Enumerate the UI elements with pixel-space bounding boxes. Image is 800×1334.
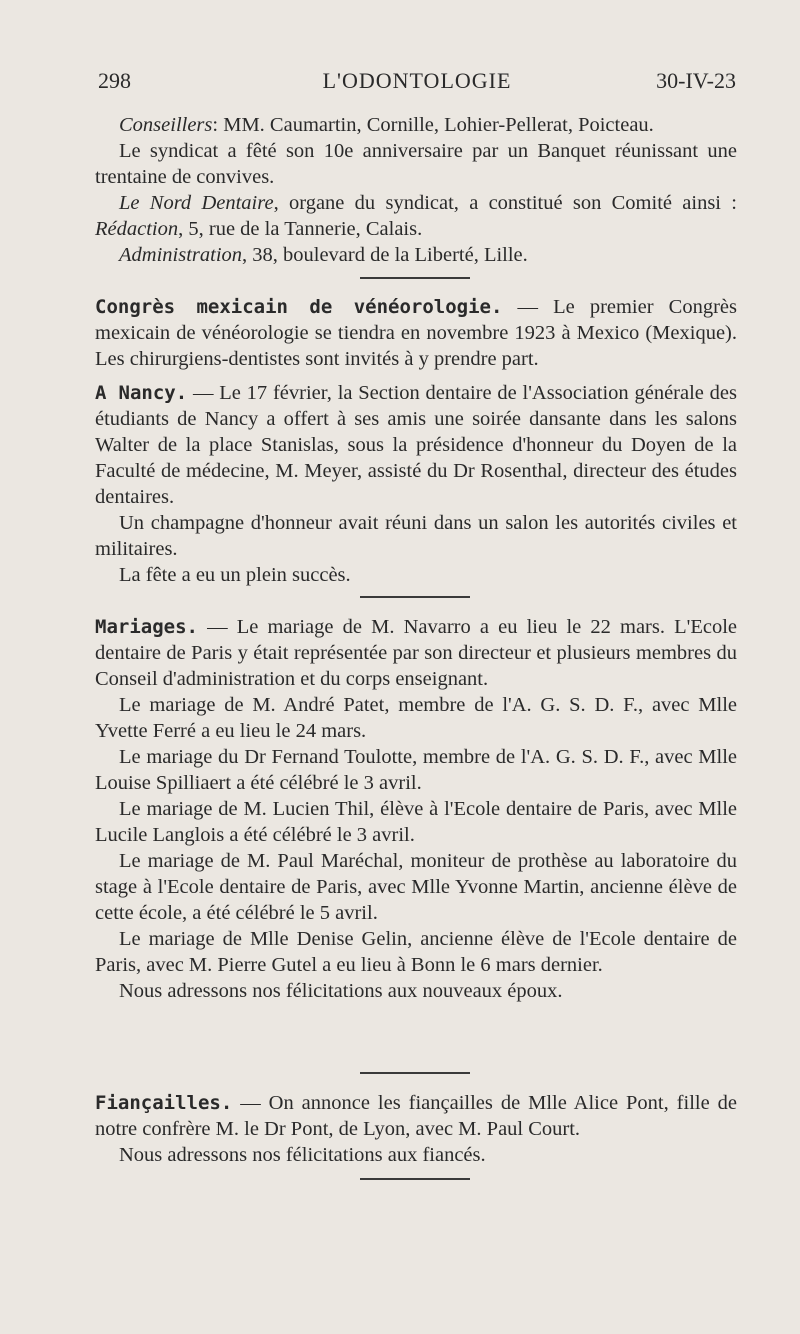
mariage-thil-paragraph: Le mariage de M. Lucien Thil, élève à l'Ecole dentaire de Paris, avec Mlle Lucile Langlois a été célébré le 3 avril. xyxy=(95,798,737,846)
nord-dentaire-paragraph xyxy=(95,190,737,242)
redaction-text: , 5, rue de la Tannerie, Calais. xyxy=(178,218,423,240)
page-number: 298 xyxy=(98,68,131,93)
conseillers-label: Conseillers xyxy=(119,114,213,136)
administration-label: Administration xyxy=(119,244,243,266)
mariage-marechal-paragraph: Le mariage de M. Paul Maréchal, moniteur de prothèse au laboratoire du stage à l'Ecole dentaire de Paris, avec Mlle Yvonne Martin, ancienne élève de cette école, a été célébré le 5 avril. xyxy=(95,850,737,924)
redaction-label: Rédaction xyxy=(95,218,179,240)
felicitations-epoux-paragraph: Nous adressons nos félicitations aux nouveaux époux. xyxy=(119,980,563,1002)
fete-paragraph: La fête a eu un plein succès. xyxy=(119,564,351,586)
journal-title: L'ODONTOLOGIE xyxy=(322,68,512,93)
conseillers-paragraph xyxy=(95,112,737,138)
nord-dentaire-title: Le Nord Dentaire xyxy=(119,192,274,214)
fiancailles-section xyxy=(95,1090,737,1168)
nancy-paragraph xyxy=(95,380,737,510)
felicitations-fiances-paragraph: Nous adressons nos félicitations aux fiancés. xyxy=(119,1144,486,1166)
administration-text: , 38, boulevard de la Liberté, Lille. xyxy=(242,244,528,266)
champagne-paragraph: Un champagne d'honneur avait réuni dans un salon les autorités civiles et militaires. xyxy=(95,512,737,560)
banquet-paragraph: Le syndicat a fêté son 10e anniversaire par un Banquet réunissant une trentaine de convives. xyxy=(95,140,737,188)
mariage-gelin-paragraph: Le mariage de Mlle Denise Gelin, ancienne élève de l'Ecole dentaire de Paris, avec M. Pierre Gutel a eu lieu à Bonn le 6 mars dernier. xyxy=(95,928,737,976)
conseillers-text: : MM. Caumartin, Cornille, Lohier-Pellerat, Poicteau. xyxy=(212,114,654,136)
mariage-navarro-paragraph xyxy=(95,614,737,692)
running-header xyxy=(98,68,736,98)
congres-heading: Congrès mexicain de vénéorologie. xyxy=(95,296,503,318)
fiancailles-text: — On annonce les fiançailles de Mlle Alice Pont, fille de notre confrère M. le Dr Pont, de Lyon, avec M. Paul Court. xyxy=(95,1092,737,1140)
fiancailles-heading: Fiançailles. xyxy=(95,1092,233,1114)
section-divider xyxy=(360,596,470,598)
nord-dentaire-text: , organe du syndicat, a constitué son Comité ainsi : xyxy=(273,192,737,214)
mariage-patet-paragraph: Le mariage de M. André Patet, membre de l'A. G. S. D. F., avec Mlle Yvette Ferré a eu lieu le 24 mars. xyxy=(95,694,737,742)
nancy-text: — Le 17 février, la Section dentaire de l'Association générale des étudiants de Nancy a offert à ses amis une soirée dansante dans les salons Walter de la place Stanislas, sous la présidence d'honneur du Doyen de la Faculté de médecine, M. Meyer, assisté du Dr Rosenthal, directeur des études dentaires. xyxy=(95,382,738,508)
section-divider xyxy=(360,277,470,279)
issue-date: 30-IV-23 xyxy=(656,68,736,93)
congres-section xyxy=(95,294,737,372)
section-divider xyxy=(360,1072,470,1074)
syndicat-section xyxy=(95,112,737,268)
section-divider xyxy=(360,1178,470,1180)
mariages-heading: Mariages. xyxy=(95,616,198,638)
mariage-toulotte-paragraph: Le mariage du Dr Fernand Toulotte, membre de l'A. G. S. D. F., avec Mlle Louise Spilliaert a été célébré le 3 avril. xyxy=(95,746,737,794)
congres-paragraph xyxy=(95,294,737,372)
fiancailles-paragraph xyxy=(95,1090,737,1142)
nancy-section xyxy=(95,380,737,588)
congres-text: — Le premier Congrès mexicain de vénéorologie se tiendra en novembre 1923 à Mexico (Mexique). Les chirurgiens-dentistes sont invités à y prendre part. xyxy=(95,296,737,370)
administration-paragraph xyxy=(95,242,737,268)
nancy-heading: A Nancy. xyxy=(95,382,188,404)
mariage-navarro-text: — Le mariage de M. Navarro a eu lieu le 22 mars. L'Ecole dentaire de Paris y était représentée par son directeur et plusieurs membres du Conseil d'administration et du corps enseignant. xyxy=(95,616,737,690)
mariages-section xyxy=(95,614,737,1004)
